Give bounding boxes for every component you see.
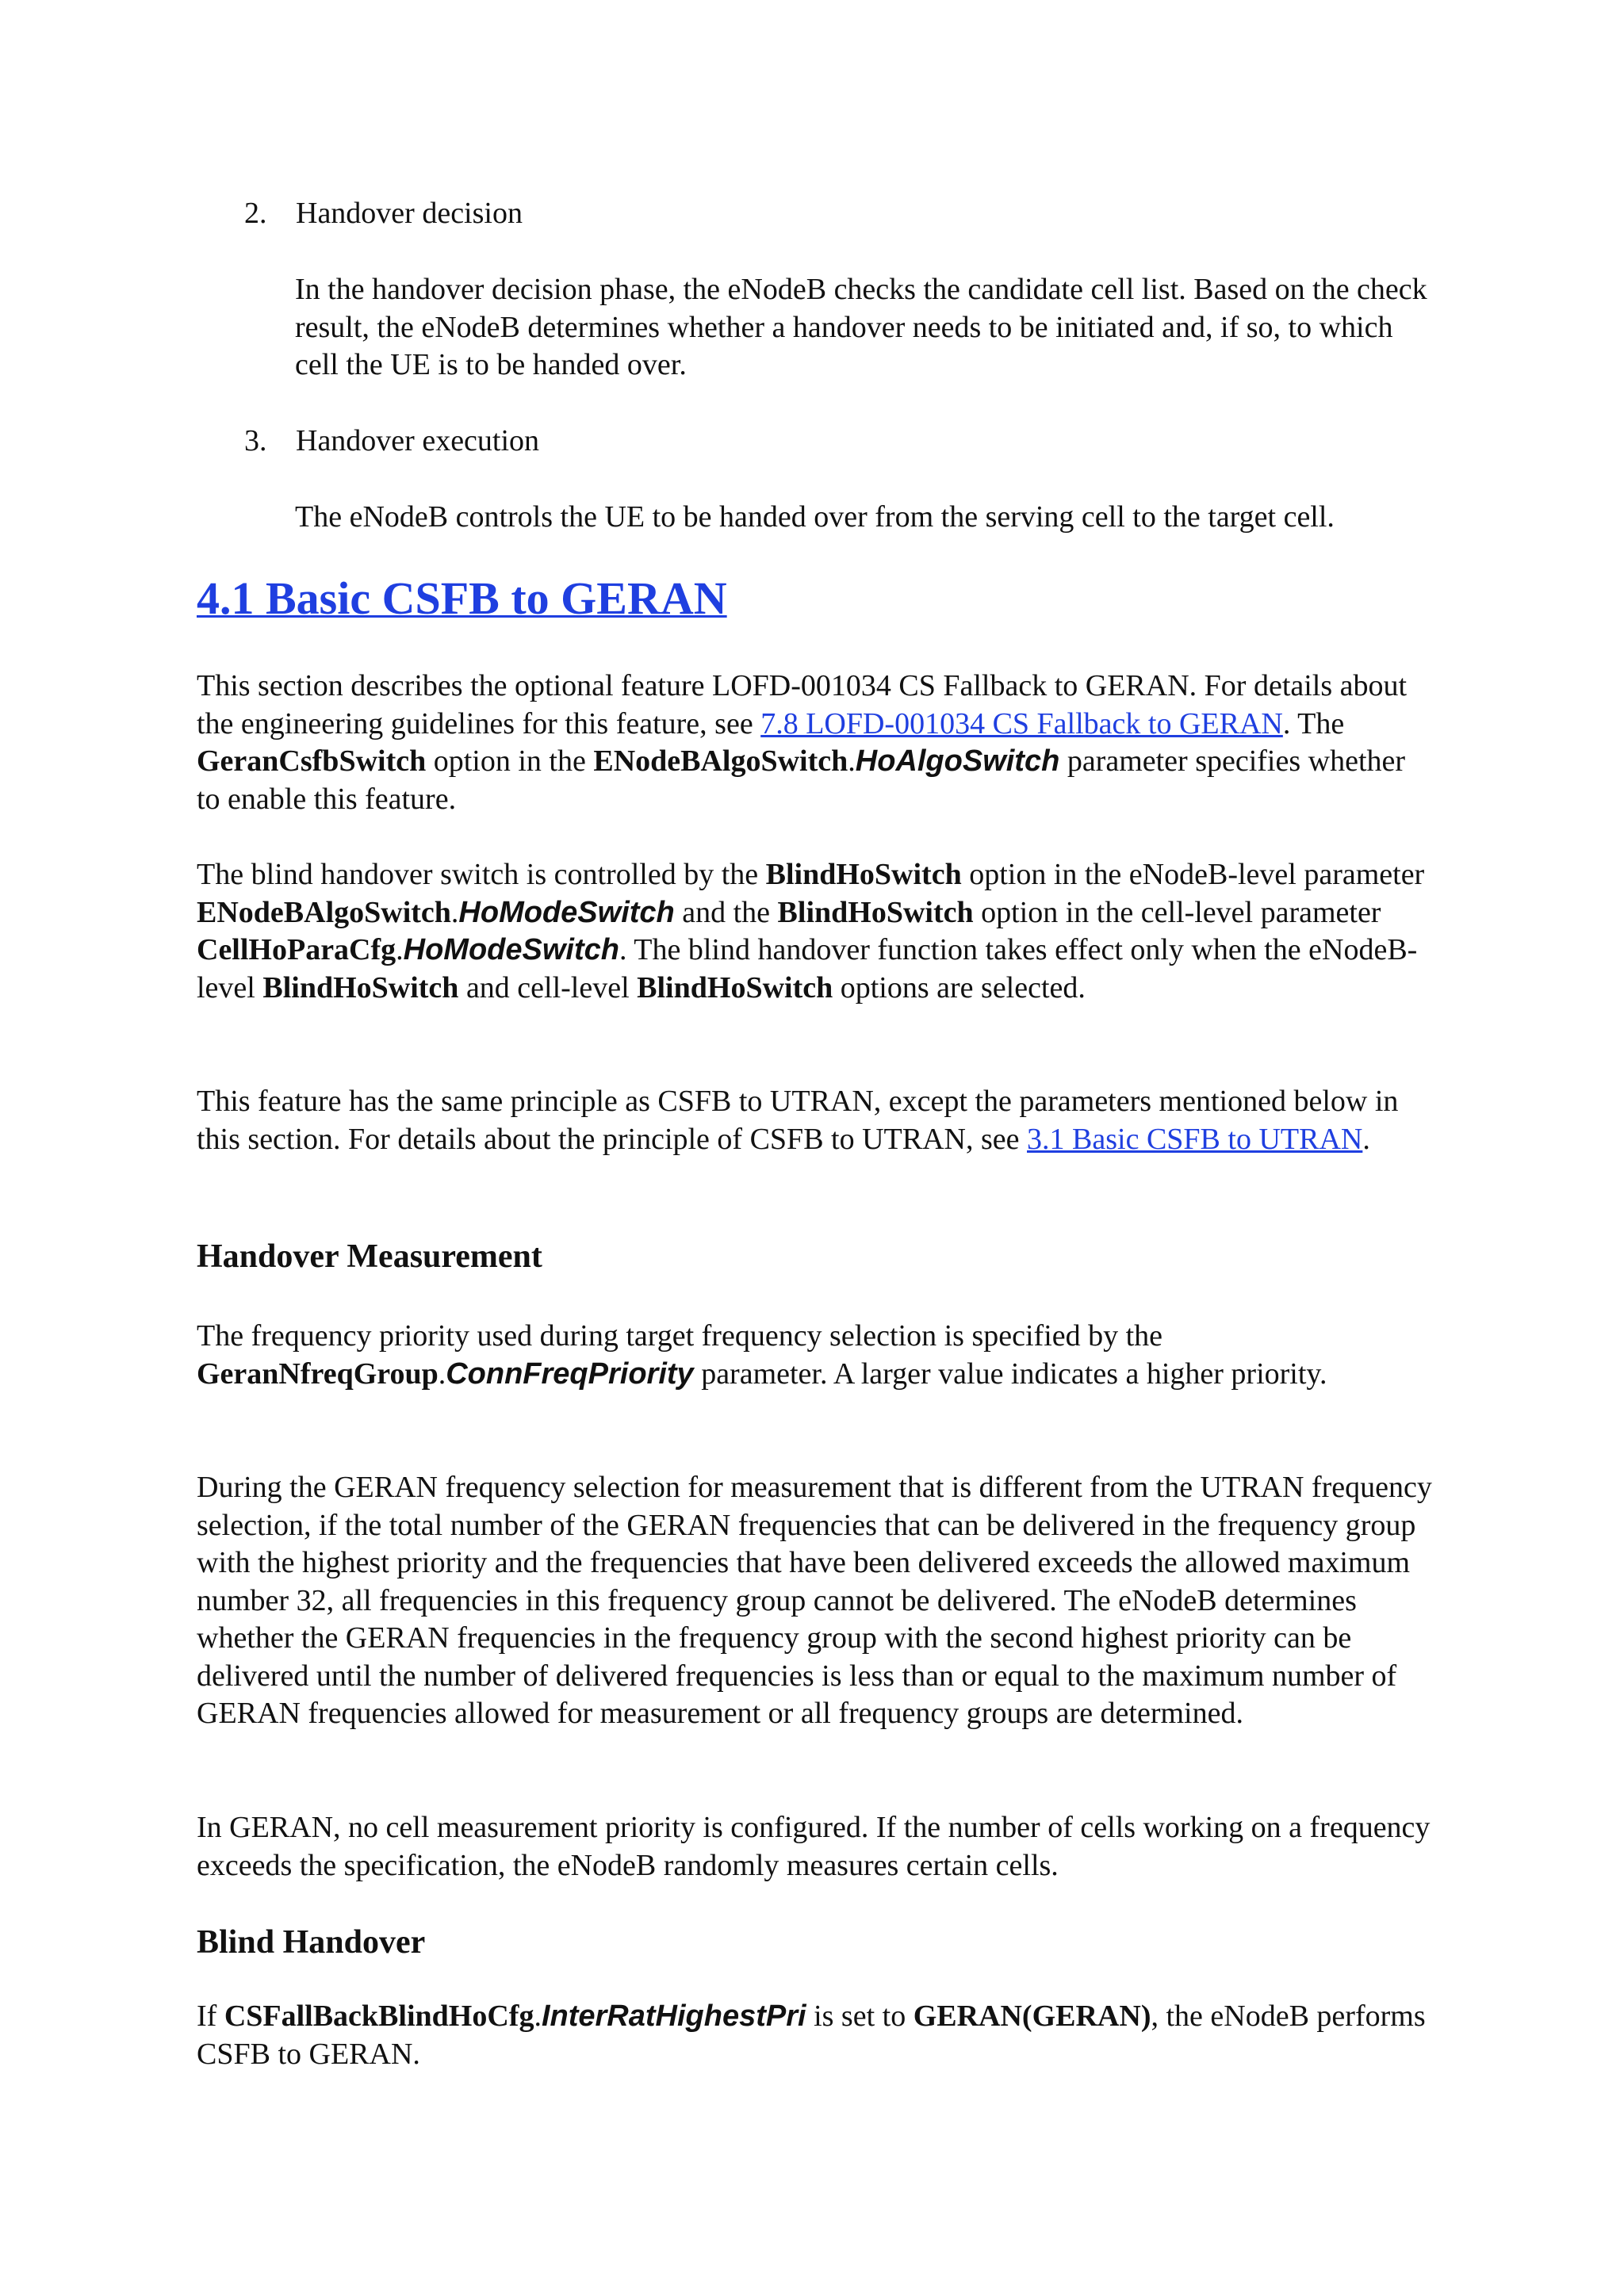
paragraph-feature-intro xyxy=(197,668,1434,818)
param-name: BlindHoSwitch xyxy=(777,895,974,929)
paragraph-handover-execution: The eNodeB controls the UE to be handed over from the serving cell to the target cell. xyxy=(295,500,1335,534)
text: This section describes the optional feature LOFD-001034 CS Fallback to GERAN. For details about the engineering guidelines for this feature, see xyxy=(197,669,1408,740)
paragraph-frequency-priority xyxy=(197,1318,1434,1393)
subheading-handover-measurement: Handover Measurement xyxy=(197,1238,542,1275)
text: . xyxy=(534,1999,542,2033)
link-csfb-to-utran[interactable]: 3.1 Basic CSFB to UTRAN xyxy=(1027,1122,1363,1156)
paragraph-geran-frequency-selection: During the GERAN frequency selection for measurement that is different from the UTRAN frequency selection, if the total number of the GERAN frequencies that can be delivered in the frequency group with the highest priority and the frequencies that have been delivered exceeds the allowed maximum number 32, all frequencies in this frequency group cannot be delivered. The eNodeB determines whether the GERAN frequencies in the frequency group with the second highest priority can be delivered until the number of delivered frequencies is less than or equal to the maximum number of GERAN frequencies allowed for measurement or all frequency groups are determined. xyxy=(197,1471,1432,1730)
param-field: InterRatHighestPri xyxy=(541,1999,806,2033)
list-item-handover-execution xyxy=(244,423,539,461)
param-field: HoAlgoSwitch xyxy=(855,744,1060,778)
subheading-blind-handover: Blind Handover xyxy=(197,1924,426,1961)
text: and the xyxy=(674,895,778,929)
section-heading-link[interactable]: 4.1 Basic CSFB to GERAN xyxy=(197,572,727,624)
list-number: 2. xyxy=(244,197,267,230)
param-name: BlindHoSwitch xyxy=(637,970,833,1004)
param-name: ENodeBAlgoSwitch xyxy=(197,895,451,929)
text: option in the cell-level parameter xyxy=(973,895,1381,929)
param-name: BlindHoSwitch xyxy=(765,858,962,891)
paragraph-blind-handover-switch xyxy=(197,856,1434,1007)
list-item-handover-decision xyxy=(244,195,523,233)
text: and cell-level xyxy=(458,970,638,1004)
paragraph-same-principle xyxy=(197,1083,1434,1158)
text: The blind handover switch is controlled by the xyxy=(197,858,766,891)
param-field: ConnFreqPriority xyxy=(446,1357,694,1391)
param-name: GERAN(GERAN) xyxy=(913,1999,1151,2033)
text: option in the xyxy=(426,744,594,778)
text: , the eNodeB performs CSFB to GERAN. xyxy=(197,1999,1426,2071)
param-field: HoModeSwitch xyxy=(458,895,675,929)
text: option in the eNodeB-level parameter xyxy=(961,858,1425,891)
param-name: CSFallBackBlindHoCfg xyxy=(224,1999,534,2033)
paragraph-blind-handover-config xyxy=(197,1998,1434,2073)
text: parameter specifies whether to enable this feature. xyxy=(197,744,1406,816)
text: . xyxy=(396,933,404,966)
paragraph-handover-decision: In the handover decision phase, the eNodeB checks the candidate cell list. Based on the check result, the eNodeB determines whether a handover needs to be initiated and, if so, to which cell the UE is to be handed over. xyxy=(295,273,1427,381)
text: . xyxy=(450,895,459,929)
text: parameter. A larger value indicates a higher priority. xyxy=(693,1357,1327,1391)
param-name: CellHoParaCfg xyxy=(197,933,396,966)
text: If xyxy=(197,1999,224,2033)
param-name: BlindHoSwitch xyxy=(262,970,459,1004)
text: . xyxy=(848,744,856,778)
text: options are selected. xyxy=(833,970,1086,1004)
text: . The xyxy=(1282,706,1345,740)
text: . xyxy=(438,1357,446,1391)
list-number: 3. xyxy=(244,424,267,457)
link-cs-fallback-guidelines[interactable]: 7.8 LOFD-001034 CS Fallback to GERAN xyxy=(760,706,1283,740)
param-name: GeranNfreqGroup xyxy=(197,1357,439,1391)
paragraph-cell-measurement-priority: In GERAN, no cell measurement priority is configured. If the number of cells working on a frequency exceeds the specification, the eNodeB randomly measures certain cells. xyxy=(197,1811,1431,1882)
param-name: GeranCsfbSwitch xyxy=(197,744,427,778)
text: . The blind handover function takes effect only when the eNodeB-level xyxy=(197,933,1418,1004)
param-field: HoModeSwitch xyxy=(403,933,619,966)
text: The frequency priority used during target frequency selection is specified by the xyxy=(197,1319,1163,1353)
list-title: Handover execution xyxy=(296,424,540,457)
list-title: Handover decision xyxy=(296,197,523,230)
text: This feature has the same principle as CSFB to UTRAN, except the parameters mentioned below in this section. For details about the principle of CSFB to UTRAN, see xyxy=(197,1085,1399,1156)
text: is set to xyxy=(806,1999,914,2033)
text: . xyxy=(1362,1122,1370,1156)
param-name: ENodeBAlgoSwitch xyxy=(593,744,848,778)
